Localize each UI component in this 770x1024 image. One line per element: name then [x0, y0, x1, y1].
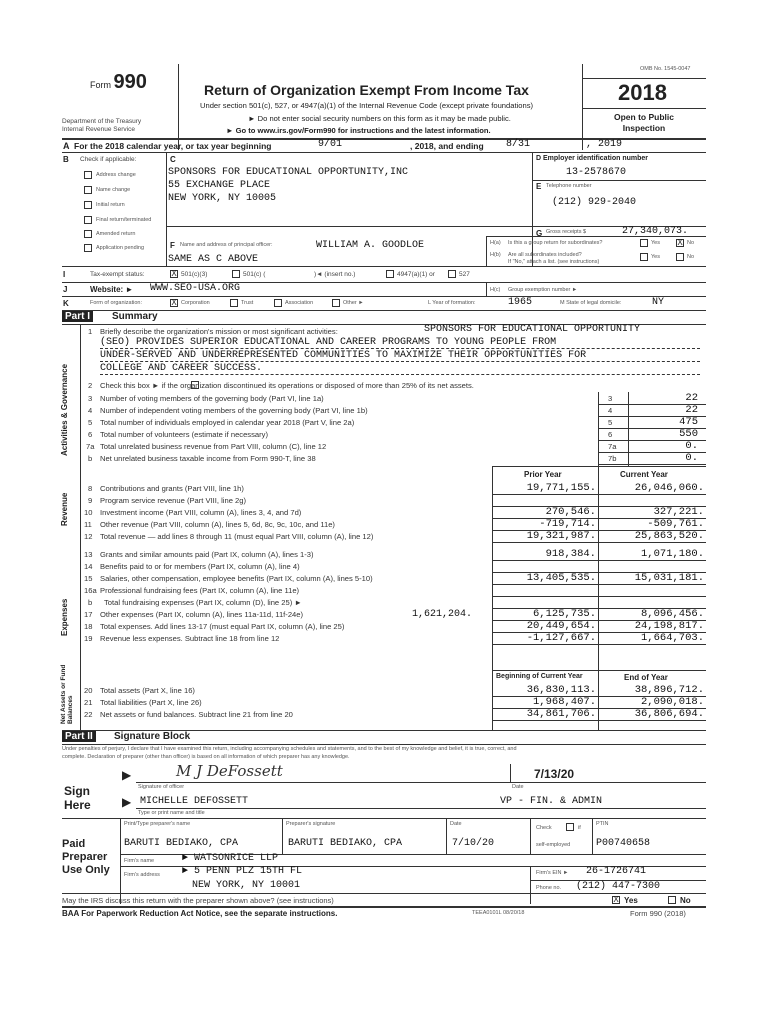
association-box[interactable]	[274, 299, 282, 307]
discuss-yes-box[interactable]: X	[613, 895, 619, 904]
gov-line-value[interactable]: 0.	[685, 452, 698, 464]
org-name[interactable]: SPONSORS FOR EDUCATIONAL OPPORTUNITY,INC	[168, 167, 409, 178]
fin-line-number: 15	[84, 574, 93, 583]
if-label: if	[578, 825, 581, 831]
hb-no-box[interactable]	[676, 253, 684, 261]
form-title: Return of Organization Exempt From Income Tax	[204, 82, 529, 98]
fin-line-text: Benefits paid to or for members (Part IX, column (A), line 4)	[100, 562, 300, 571]
status-insert-no: )◄ (insert no.)	[314, 271, 356, 278]
firm-name[interactable]: ► WATSONRICE LLP	[182, 853, 279, 864]
label-initial-return: Initial return	[96, 202, 125, 208]
other-label: Other ►	[343, 300, 364, 306]
checkbox-name-change[interactable]	[84, 186, 92, 194]
line-b-text: Check if applicable:	[80, 156, 137, 163]
ein-value[interactable]: 13-2578670	[566, 167, 627, 178]
gross-receipts-value[interactable]: 27,340,073.	[622, 226, 689, 237]
gov-line-text: Total number of individuals employed in calendar year 2018 (Part V, line 2a)	[100, 418, 355, 427]
fin-line-text: Other expenses (Part IX, column (A), lines 11a-11d, 11f-24e)	[100, 610, 304, 619]
fin-line-number: 17	[84, 610, 93, 619]
prior-year-value[interactable]: 1,968,407.	[532, 696, 596, 708]
fin-line-number: 20	[84, 686, 93, 695]
status-4947-box[interactable]	[386, 270, 394, 278]
ha-label: H(a)	[490, 240, 501, 246]
sign-date[interactable]: 7/13/20	[534, 767, 575, 781]
gov-line-text: Total unrelated business revenue from Part VIII, column (C), line 12	[100, 442, 327, 451]
open-to-public: Open to Public Inspection	[614, 112, 674, 133]
current-year-header: Current Year	[620, 470, 668, 479]
corporation-box[interactable]: X	[171, 298, 177, 307]
line-i-text: Tax-exempt status:	[90, 271, 145, 278]
line-k-text: Form of organization:	[90, 300, 142, 306]
current-year-value[interactable]: 36,806,694.	[634, 708, 704, 720]
label-amended-return: Amended return	[96, 231, 136, 237]
fin-line-text: Contributions and grants (Part VIII, line 1h)	[100, 484, 244, 493]
prior-year-header: Prior Year	[524, 470, 562, 479]
gov-line-box: 6	[608, 430, 613, 439]
line-2-number: 2	[88, 381, 93, 390]
ein-label: D Employer identification number	[536, 155, 649, 162]
fin-line-number: b	[88, 598, 93, 607]
org-address-1[interactable]: 55 EXCHANGE PLACE	[168, 180, 271, 191]
perjury-line-2: complete. Declaration of preparer (other than officer) is based on all information of which preparer has any knowledge.	[62, 754, 350, 760]
line-f-label: F	[170, 241, 175, 250]
signer-name[interactable]: MICHELLE DEFOSSETT	[140, 796, 249, 807]
paid-preparer-label: Paid Preparer Use Only	[62, 838, 110, 876]
fin-line-text: Total expenses. Add lines 13-17 (must equal Part IX, column (A), line 25)	[100, 622, 345, 631]
eoy-header: End of Year	[624, 673, 668, 682]
hb-text: Are all subordinates included?	[508, 252, 582, 258]
sign-date-label: Date	[512, 784, 524, 790]
fin-line-number: 14	[84, 562, 93, 571]
trust-box[interactable]	[230, 299, 238, 307]
gov-line-value[interactable]: 550	[679, 428, 698, 440]
status-501c-box[interactable]	[232, 270, 240, 278]
fin-line-number: 16a	[84, 586, 97, 595]
ha-text: Is this a group return for subordinates?	[508, 240, 603, 246]
prior-year-value[interactable]: 36,830,113.	[526, 684, 596, 696]
ha-no: No	[687, 240, 695, 246]
hb-yes: Yes	[651, 254, 660, 260]
mission-line-3[interactable]: UNDER-SERVED AND UNDERREPRESENTED COMMUNITIES TO MAXIMIZE THEIR OPPORTUNITIES FOR	[100, 350, 587, 361]
fin-line-text: Investment income (Part VIII, column (A), lines 3, 4, and 7d)	[100, 508, 302, 517]
sign-arrow-1: ▶	[122, 768, 132, 782]
line-j-text: Website: ►	[90, 285, 134, 294]
treasury-dept: Department of the Treasury	[62, 118, 142, 125]
part-2-title: Signature Block	[114, 731, 191, 742]
tax-year: 2018	[618, 80, 667, 105]
fin-line-text: Salaries, other compensation, employee benefits (Part IX, column (A), lines 5-10)	[100, 574, 373, 583]
prior-year-value[interactable]: -719,714.	[539, 518, 596, 530]
phone-value[interactable]: (212) 929-2040	[552, 197, 637, 208]
irs-label: Internal Revenue Service	[62, 126, 135, 133]
side-net-assets: Net Assets or Fund Balances	[60, 664, 74, 724]
gov-line-number: b	[88, 454, 93, 463]
fin-line-number: 12	[84, 532, 93, 541]
notice-ssn: ► Do not enter social security numbers on this form as it may be made public.	[248, 114, 511, 123]
preparer-name[interactable]: BARUTI BEDIAKO, CPA	[124, 838, 239, 849]
ptin-label: PTIN	[596, 821, 609, 827]
prior-year-value[interactable]: 19,771,155.	[526, 482, 596, 494]
fin-line-number: 8	[88, 484, 93, 493]
current-year-value[interactable]: 24,198,817.	[634, 620, 704, 632]
firm-address-label: Firm's address	[124, 872, 160, 878]
label-final-return: Final return/terminated	[96, 217, 152, 223]
officer-signature[interactable]: M J DeFossett	[176, 762, 283, 780]
firm-ein[interactable]: 26-1726741	[586, 866, 647, 877]
fin-line-text: Professional fundraising fees (Part IX, column (A), line 11e)	[100, 586, 300, 595]
fin-line-text: Revenue less expenses. Subtract line 18 from line 12	[100, 634, 280, 643]
form-number: 990	[113, 71, 147, 93]
line-c-label: C	[170, 155, 176, 164]
corporation-label: Corporation	[181, 300, 210, 306]
line-2-text: Check this box ► if the organization discontinued its operations or disposed of more than 25% of its net assets.	[100, 381, 474, 390]
phone-label: Telephone number	[546, 183, 592, 189]
checkbox-initial-return[interactable]	[84, 201, 92, 209]
gov-line-text: Net unrelated business taxable income from Form 990-T, line 38	[100, 454, 316, 463]
hc-text: Group exemption number ►	[508, 287, 578, 293]
gov-line-value[interactable]: 22	[685, 404, 698, 416]
discuss-no-label: No	[680, 896, 691, 905]
discuss-yes-label: Yes	[624, 896, 638, 905]
status-501c3: 501(c)(3)	[181, 271, 208, 278]
line-i-label: I	[63, 270, 66, 279]
fin-line-text: Grants and similar amounts paid (Part IX, column (A), lines 1-3)	[100, 550, 314, 559]
checkbox-amended-return[interactable]	[84, 230, 92, 238]
hb-yes-box[interactable]	[640, 253, 648, 261]
gov-line-number: 4	[88, 406, 93, 415]
mission-line-4[interactable]: COLLEGE AND CAREER SUCCESS.	[100, 363, 263, 374]
other-box[interactable]	[332, 299, 340, 307]
line-a-text: For the 2018 calendar year, or tax year beginning	[74, 141, 272, 151]
fin-line-number: 21	[84, 698, 93, 707]
line-k-label: K	[63, 299, 69, 308]
year-formation-value[interactable]: 1965	[508, 297, 533, 308]
prior-year-value[interactable]: 6,125,735.	[532, 608, 596, 620]
fin-line-number: 9	[88, 496, 93, 505]
preparer-ptin[interactable]: P00740658	[596, 838, 651, 849]
status-4947: 4947(a)(1) or	[397, 271, 435, 278]
association-label: Association	[285, 300, 314, 306]
prior-year-value[interactable]: 34,861,706.	[526, 708, 596, 720]
checkbox-application-pending[interactable]	[84, 244, 92, 252]
fin-line-text: Total fundraising expenses (Part IX, column (D), line 25) ►	[104, 598, 302, 607]
label-address-change: Address change	[96, 172, 136, 178]
hc-label: H(c)	[490, 287, 501, 293]
fin-line-text: Total revenue — add lines 8 through 11 (must equal Part VIII, column (A), line 12)	[100, 532, 374, 541]
line-a-label: A	[63, 141, 70, 151]
gov-line-text: Total number of volunteers (estimate if necessary)	[100, 430, 268, 439]
ha-yes-box[interactable]	[640, 239, 648, 247]
checkbox-final-return[interactable]	[84, 216, 92, 224]
gov-line-box: 5	[608, 418, 613, 427]
boy-header: Beginning of Current Year	[496, 673, 583, 680]
form-code: TEEA0101L 08/20/18	[472, 910, 525, 916]
part-1-label: Part I	[62, 311, 93, 322]
hb-note: If "No," attach a list. (see instructions)	[508, 259, 600, 265]
firm-address-1[interactable]: ► 5 PENN PLZ 15TH FL	[182, 866, 303, 877]
checkbox-address-change[interactable]	[84, 171, 92, 179]
fin-line-number: 19	[84, 634, 93, 643]
status-501c3-box[interactable]: X	[171, 269, 177, 278]
prior-year-value[interactable]: 13,405,535.	[526, 572, 596, 584]
current-year-value[interactable]: 25,863,520.	[634, 530, 704, 542]
principal-officer[interactable]: WILLIAM A. GOODLOE	[316, 240, 425, 251]
perjury-line-1: Under penalties of perjury, I declare that I have examined this return, including accompanying schedules and statements, and to the best of my knowledge and belief, it is true, correct, and	[62, 746, 517, 752]
state-domicile-label: M State of legal domicile:	[560, 300, 622, 306]
gov-line-text: Number of independent voting members of the governing body (Part VI, line 1b)	[100, 406, 368, 415]
gov-line-box: 7b	[608, 454, 617, 463]
gov-line-box: 7a	[608, 442, 617, 451]
current-year-value[interactable]: 1,664,703.	[640, 632, 704, 644]
year-formation-label: L Year of formation:	[428, 300, 476, 306]
fundraising-16b-value[interactable]: 1,621,204.	[412, 609, 473, 620]
tax-year-end[interactable]: 8/31	[506, 139, 531, 150]
fin-line-number: 13	[84, 550, 93, 559]
firm-phone-label: Phone no.	[536, 885, 562, 891]
ha-yes: Yes	[651, 240, 660, 246]
state-domicile-value[interactable]: NY	[652, 297, 665, 308]
fin-line-number: 18	[84, 622, 93, 631]
fin-line-number: 11	[84, 520, 92, 529]
hb-label: H(b)	[490, 252, 501, 258]
fin-line-text: Total liabilities (Part X, line 26)	[100, 698, 202, 707]
discuss-question: May the IRS discuss this return with the preparer shown above? (see instructions)	[62, 896, 334, 905]
hb-no: No	[687, 254, 695, 260]
signature-label: Signature of officer	[138, 784, 185, 790]
phone-label-letter: E	[536, 182, 542, 191]
prior-year-value[interactable]: 918,384.	[545, 548, 596, 560]
prior-year-value[interactable]: 20,449,654.	[526, 620, 596, 632]
line-b-label: B	[63, 155, 69, 164]
mission-line-1[interactable]: SPONSORS FOR EDUCATIONAL OPPORTUNITY	[424, 324, 641, 335]
line-f-text: Name and address of principal officer:	[180, 242, 273, 248]
current-year-value[interactable]: 2,090,018.	[640, 696, 704, 708]
tax-year-end-year[interactable]: , 2019	[586, 139, 623, 150]
gov-line-value[interactable]: 22	[685, 392, 698, 404]
prior-year-value[interactable]: 270,546.	[545, 506, 596, 518]
side-revenue: Revenue	[60, 492, 69, 526]
type-name-label: Type or print name and title	[138, 810, 205, 816]
preparer-date[interactable]: 7/10/20	[452, 838, 495, 849]
notice-website: ► Go to www.irs.gov/Form990 for instructions and the latest information.	[226, 126, 491, 135]
firm-phone[interactable]: (212) 447-7300	[576, 881, 661, 892]
preparer-signature[interactable]: BARUTI BEDIAKO, CPA	[288, 838, 403, 849]
current-year-value[interactable]: 15,031,181.	[634, 572, 704, 584]
fin-line-text: Program service revenue (Part VIII, line 2g)	[100, 496, 247, 505]
label-application-pending: Application pending	[96, 245, 145, 251]
line-a-mid: , 2018, and ending	[410, 141, 484, 151]
preparer-date-label: Date	[450, 821, 462, 827]
gov-line-number: 3	[88, 394, 93, 403]
firm-address-2[interactable]: NEW YORK, NY 10001	[192, 880, 301, 891]
current-year-value[interactable]: 327,221.	[653, 506, 704, 518]
label-name-change: Name change	[96, 187, 131, 193]
mission-line-2[interactable]: (SEO) PROVIDES SUPERIOR EDUCATIONAL AND CAREER PROGRAMS TO YOUNG PEOPLE FROM	[100, 337, 557, 348]
side-governance: Activities & Governance	[60, 363, 69, 456]
gov-line-text: Number of voting members of the governing body (Part VI, line 1a)	[100, 394, 324, 403]
gov-line-value[interactable]: 0.	[685, 440, 698, 452]
fin-line-text: Other revenue (Part VIII, column (A), lines 5, 6d, 8c, 9c, 10c, and 11e)	[100, 520, 335, 529]
status-501c: 501(c) (	[243, 271, 266, 278]
prior-year-value[interactable]: 19,321,987.	[526, 530, 596, 542]
preparer-name-label: Print/Type preparer's name	[124, 821, 191, 827]
current-year-value[interactable]: 26,046,060.	[634, 482, 704, 494]
firm-name-label: Firm's name	[124, 858, 155, 864]
tax-year-begin[interactable]: 9/01	[318, 139, 343, 150]
current-year-value[interactable]: 8,096,456.	[640, 608, 704, 620]
gov-line-number: 7a	[86, 442, 95, 451]
baa-notice: BAA For Paperwork Reduction Act Notice, see the separate instructions.	[62, 909, 338, 918]
gov-line-number: 5	[88, 418, 93, 427]
form-subtitle: Under section 501(c), 527, or 4947(a)(1) of the Internal Revenue Code (except private foundations)	[200, 101, 534, 110]
omb-number: OMB No. 1545-0047	[640, 66, 691, 72]
sign-label: Sign Here	[64, 784, 91, 812]
line-j-label: J	[63, 285, 68, 294]
form-label: Form 990	[90, 71, 147, 93]
gov-line-number: 6	[88, 430, 93, 439]
current-year-value[interactable]: -509,761.	[647, 518, 704, 530]
prior-year-value[interactable]: -1,127,667.	[526, 632, 596, 644]
website-value[interactable]: WWW.SEO-USA.ORG	[150, 283, 241, 294]
line-1-number: 1	[88, 327, 93, 336]
fin-line-text: Net assets or fund balances. Subtract line 21 from line 20	[100, 710, 293, 719]
trust-label: Trust	[241, 300, 254, 306]
status-527-box[interactable]	[448, 270, 456, 278]
part-2-label: Part II	[62, 731, 96, 742]
signer-title[interactable]: VP - FIN. & ADMIN	[500, 796, 603, 807]
preparer-sig-label: Preparer's signature	[286, 821, 336, 827]
fin-line-number: 22	[84, 710, 93, 719]
form-footer: Form 990 (2018)	[630, 909, 686, 918]
current-year-value[interactable]: 1,071,180.	[640, 548, 704, 560]
gross-receipts-label: Gross receipts $	[546, 229, 587, 235]
officer-address[interactable]: SAME AS C ABOVE	[168, 254, 259, 265]
ha-no-box[interactable]: X	[677, 238, 683, 247]
gross-label-letter: G	[536, 229, 543, 238]
firm-ein-label: Firm's EIN ►	[536, 870, 569, 876]
org-address-2[interactable]: NEW YORK, NY 10005	[168, 193, 277, 204]
gov-line-value[interactable]: 475	[679, 416, 698, 428]
part-1-title: Summary	[112, 311, 158, 322]
discontinued-checkbox[interactable]	[191, 381, 199, 389]
gov-line-box: 4	[608, 406, 613, 415]
current-year-value[interactable]: 38,896,712.	[634, 684, 704, 696]
gov-line-box: 3	[608, 394, 613, 403]
self-employed-label: self-employed	[536, 842, 571, 848]
sign-arrow-2: ▶	[122, 795, 132, 809]
status-527: 527	[459, 271, 470, 278]
self-employed-checkbox[interactable]	[566, 823, 574, 831]
fin-line-text: Total assets (Part X, line 16)	[100, 686, 195, 695]
side-expenses: Expenses	[60, 598, 69, 636]
line-1-text: Briefly describe the organization's mission or most significant activities:	[100, 327, 338, 336]
discuss-no-box[interactable]	[668, 896, 676, 904]
check-label: Check	[536, 825, 552, 831]
fin-line-number: 10	[84, 508, 93, 517]
